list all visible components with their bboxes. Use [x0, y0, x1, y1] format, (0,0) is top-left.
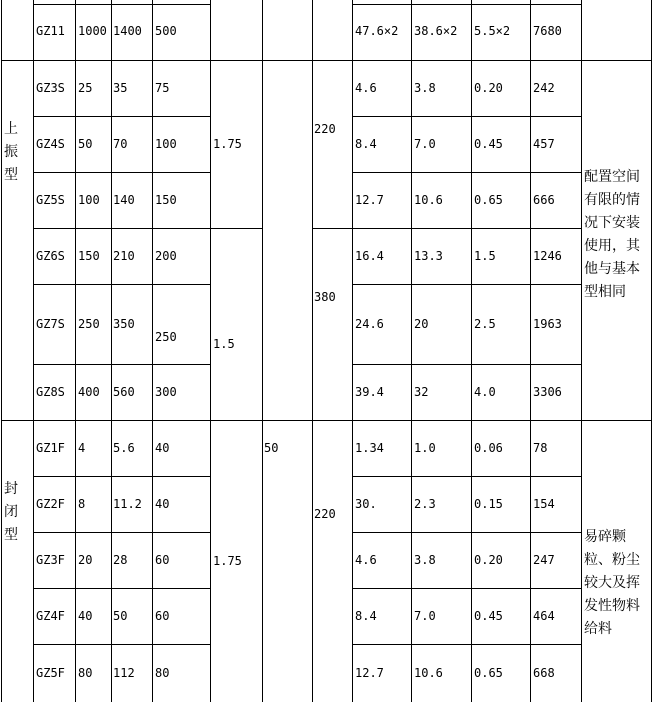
column-line — [152, 0, 153, 702]
cell-value: 80 — [155, 666, 170, 680]
row-line — [33, 364, 210, 365]
cell-model: GZ5F — [36, 666, 65, 680]
row-line — [312, 228, 352, 229]
cell-value: 24.6 — [355, 317, 384, 331]
row-line — [33, 588, 210, 589]
cell-value: 1963 — [533, 317, 562, 331]
cell-value: 40 — [78, 609, 93, 623]
cell-value: 400 — [78, 385, 100, 399]
cell-value: 1.5 — [474, 249, 496, 263]
cell-value: 1000 — [78, 24, 107, 38]
cell-value: 75 — [155, 81, 170, 95]
row-line — [33, 644, 210, 645]
row-line — [33, 532, 210, 533]
cell-value: 464 — [533, 609, 555, 623]
cell-value: 668 — [533, 666, 555, 680]
cell-value: 4.6 — [355, 553, 377, 567]
column-line — [262, 0, 263, 702]
cell-value: 100 — [155, 137, 177, 151]
cell-value: 28 — [113, 553, 128, 567]
cell-value: 0.06 — [474, 441, 503, 455]
cell-value: 50 — [113, 609, 128, 623]
cell-value: 140 — [113, 193, 135, 207]
cell-value: 350 — [113, 317, 135, 331]
cell-value: 2.3 — [414, 497, 436, 511]
row-line — [1, 60, 651, 61]
column-line — [411, 0, 412, 702]
cell-value: 0.45 — [474, 609, 503, 623]
row-line — [33, 284, 210, 285]
cell-value: 40 — [155, 441, 170, 455]
cell-value: 150 — [78, 249, 100, 263]
column-line — [210, 0, 211, 702]
cell-value: 32 — [414, 385, 429, 399]
cell-value: 666 — [533, 193, 555, 207]
cell-value: 3306 — [533, 385, 562, 399]
table-border-right — [651, 0, 652, 702]
column-line — [75, 0, 76, 702]
cell-value: 7.0 — [414, 137, 436, 151]
cell-value: 7.0 — [414, 609, 436, 623]
row-line — [33, 4, 210, 5]
cell-model: GZ4S — [36, 137, 65, 151]
cell-value: 0.15 — [474, 497, 503, 511]
cell-value: 2.5 — [474, 317, 496, 331]
cell-model: GZ8S — [36, 385, 65, 399]
row-line — [33, 172, 210, 173]
row-line — [1, 420, 651, 421]
cell-value: 0.65 — [474, 193, 503, 207]
cell-value: 150 — [155, 193, 177, 207]
cell-value: 40 — [155, 497, 170, 511]
row-line — [352, 116, 581, 117]
cell-value: 457 — [533, 137, 555, 151]
row-line — [352, 532, 581, 533]
cell-value: 12.7 — [355, 193, 384, 207]
cell-frequency: 50 — [264, 441, 279, 455]
cell-value: 47.6×2 — [355, 24, 399, 38]
cell-value: 242 — [533, 81, 555, 95]
cell-value: 250 — [155, 330, 177, 344]
cell-value: 250 — [78, 317, 100, 331]
cell-value: 5.6 — [113, 441, 135, 455]
cell-value: 0.20 — [474, 553, 503, 567]
cell-value: 210 — [113, 249, 135, 263]
cell-model: GZ5S — [36, 193, 65, 207]
cell-voltage: 220 — [314, 122, 336, 136]
cell-value: 200 — [155, 249, 177, 263]
cell-model: GZ4F — [36, 609, 65, 623]
cell-value: 3.8 — [414, 81, 436, 95]
cell-model: GZ7S — [36, 317, 65, 331]
cell-value: 0.20 — [474, 81, 503, 95]
cell-value: 300 — [155, 385, 177, 399]
cell-value: 1.0 — [414, 441, 436, 455]
cell-value: 38.6×2 — [414, 24, 458, 38]
cell-value: 78 — [533, 441, 548, 455]
cell-model: GZ3S — [36, 81, 65, 95]
cell-value: 3.8 — [414, 553, 436, 567]
cell-voltage: 220 — [314, 507, 336, 521]
column-line — [471, 0, 472, 702]
cell-value: 60 — [155, 553, 170, 567]
group-label-sealed: 封 闭 型 — [4, 481, 18, 543]
cell-ratio: 1.5 — [213, 337, 235, 351]
cell-value: 12.7 — [355, 666, 384, 680]
cell-model: GZ3F — [36, 553, 65, 567]
cell-value: 247 — [533, 553, 555, 567]
cell-value: 8 — [78, 497, 86, 511]
row-line — [33, 116, 210, 117]
cell-value: 1246 — [533, 249, 562, 263]
column-line — [33, 0, 34, 702]
cell-value: 4.6 — [355, 81, 377, 95]
cell-model: GZ1F — [36, 441, 65, 455]
cell-model: GZ11 — [36, 24, 65, 38]
cell-value: 70 — [113, 137, 128, 151]
cell-value: 11.2 — [113, 497, 142, 511]
cell-value: 30. — [355, 497, 377, 511]
cell-model: GZ2F — [36, 497, 65, 511]
cell-value: 500 — [155, 24, 177, 38]
row-line — [33, 476, 210, 477]
row-line — [352, 588, 581, 589]
cell-value: 7680 — [533, 24, 562, 38]
cell-value: 13.3 — [414, 249, 443, 263]
cell-ratio: 1.75 — [213, 554, 242, 568]
cell-value: 0.65 — [474, 666, 503, 680]
cell-value: 154 — [533, 497, 555, 511]
row-line — [352, 284, 581, 285]
cell-value: 5.5×2 — [474, 24, 511, 38]
cell-value: 1400 — [113, 24, 142, 38]
cell-value: 20 — [78, 553, 93, 567]
row-line — [352, 172, 581, 173]
cell-value: 100 — [78, 193, 100, 207]
row-line — [352, 228, 581, 229]
cell-value: 50 — [78, 137, 93, 151]
cell-value: 25 — [78, 81, 93, 95]
cell-value: 39.4 — [355, 385, 384, 399]
row-line — [352, 476, 581, 477]
cell-value: 1.34 — [355, 441, 384, 455]
cell-value: 80 — [78, 666, 93, 680]
cell-value: 20 — [414, 317, 429, 331]
row-line — [352, 364, 581, 365]
cell-value: 35 — [113, 81, 128, 95]
cell-value: 560 — [113, 385, 135, 399]
cell-voltage: 380 — [314, 290, 336, 304]
cell-value: 4.0 — [474, 385, 496, 399]
cell-value: 112 — [113, 666, 135, 680]
group-label-upper: 上 振 型 — [4, 121, 18, 183]
cell-value: 60 — [155, 609, 170, 623]
cell-value: 8.4 — [355, 609, 377, 623]
column-line — [581, 0, 582, 702]
group-note-sealed: 易碎颗 粒、粉尘 较大及挥 发性物料 给料 — [584, 529, 640, 637]
cell-value: 0.45 — [474, 137, 503, 151]
table-border-left — [1, 0, 2, 702]
row-line — [33, 228, 210, 229]
cell-value: 10.6 — [414, 193, 443, 207]
cell-value: 4 — [78, 441, 86, 455]
row-line — [352, 644, 581, 645]
column-line — [530, 0, 531, 702]
group-note-upper: 配置空间 有限的情 况下安装 使用，其 他与基本 型相同 — [584, 169, 640, 300]
row-line — [210, 228, 262, 229]
row-line — [352, 4, 581, 5]
column-line — [111, 0, 112, 702]
cell-value: 10.6 — [414, 666, 443, 680]
column-line — [312, 0, 313, 702]
column-line — [352, 0, 353, 702]
cell-model: GZ6S — [36, 249, 65, 263]
cell-value: 8.4 — [355, 137, 377, 151]
cell-ratio: 1.75 — [213, 137, 242, 151]
cell-value: 16.4 — [355, 249, 384, 263]
